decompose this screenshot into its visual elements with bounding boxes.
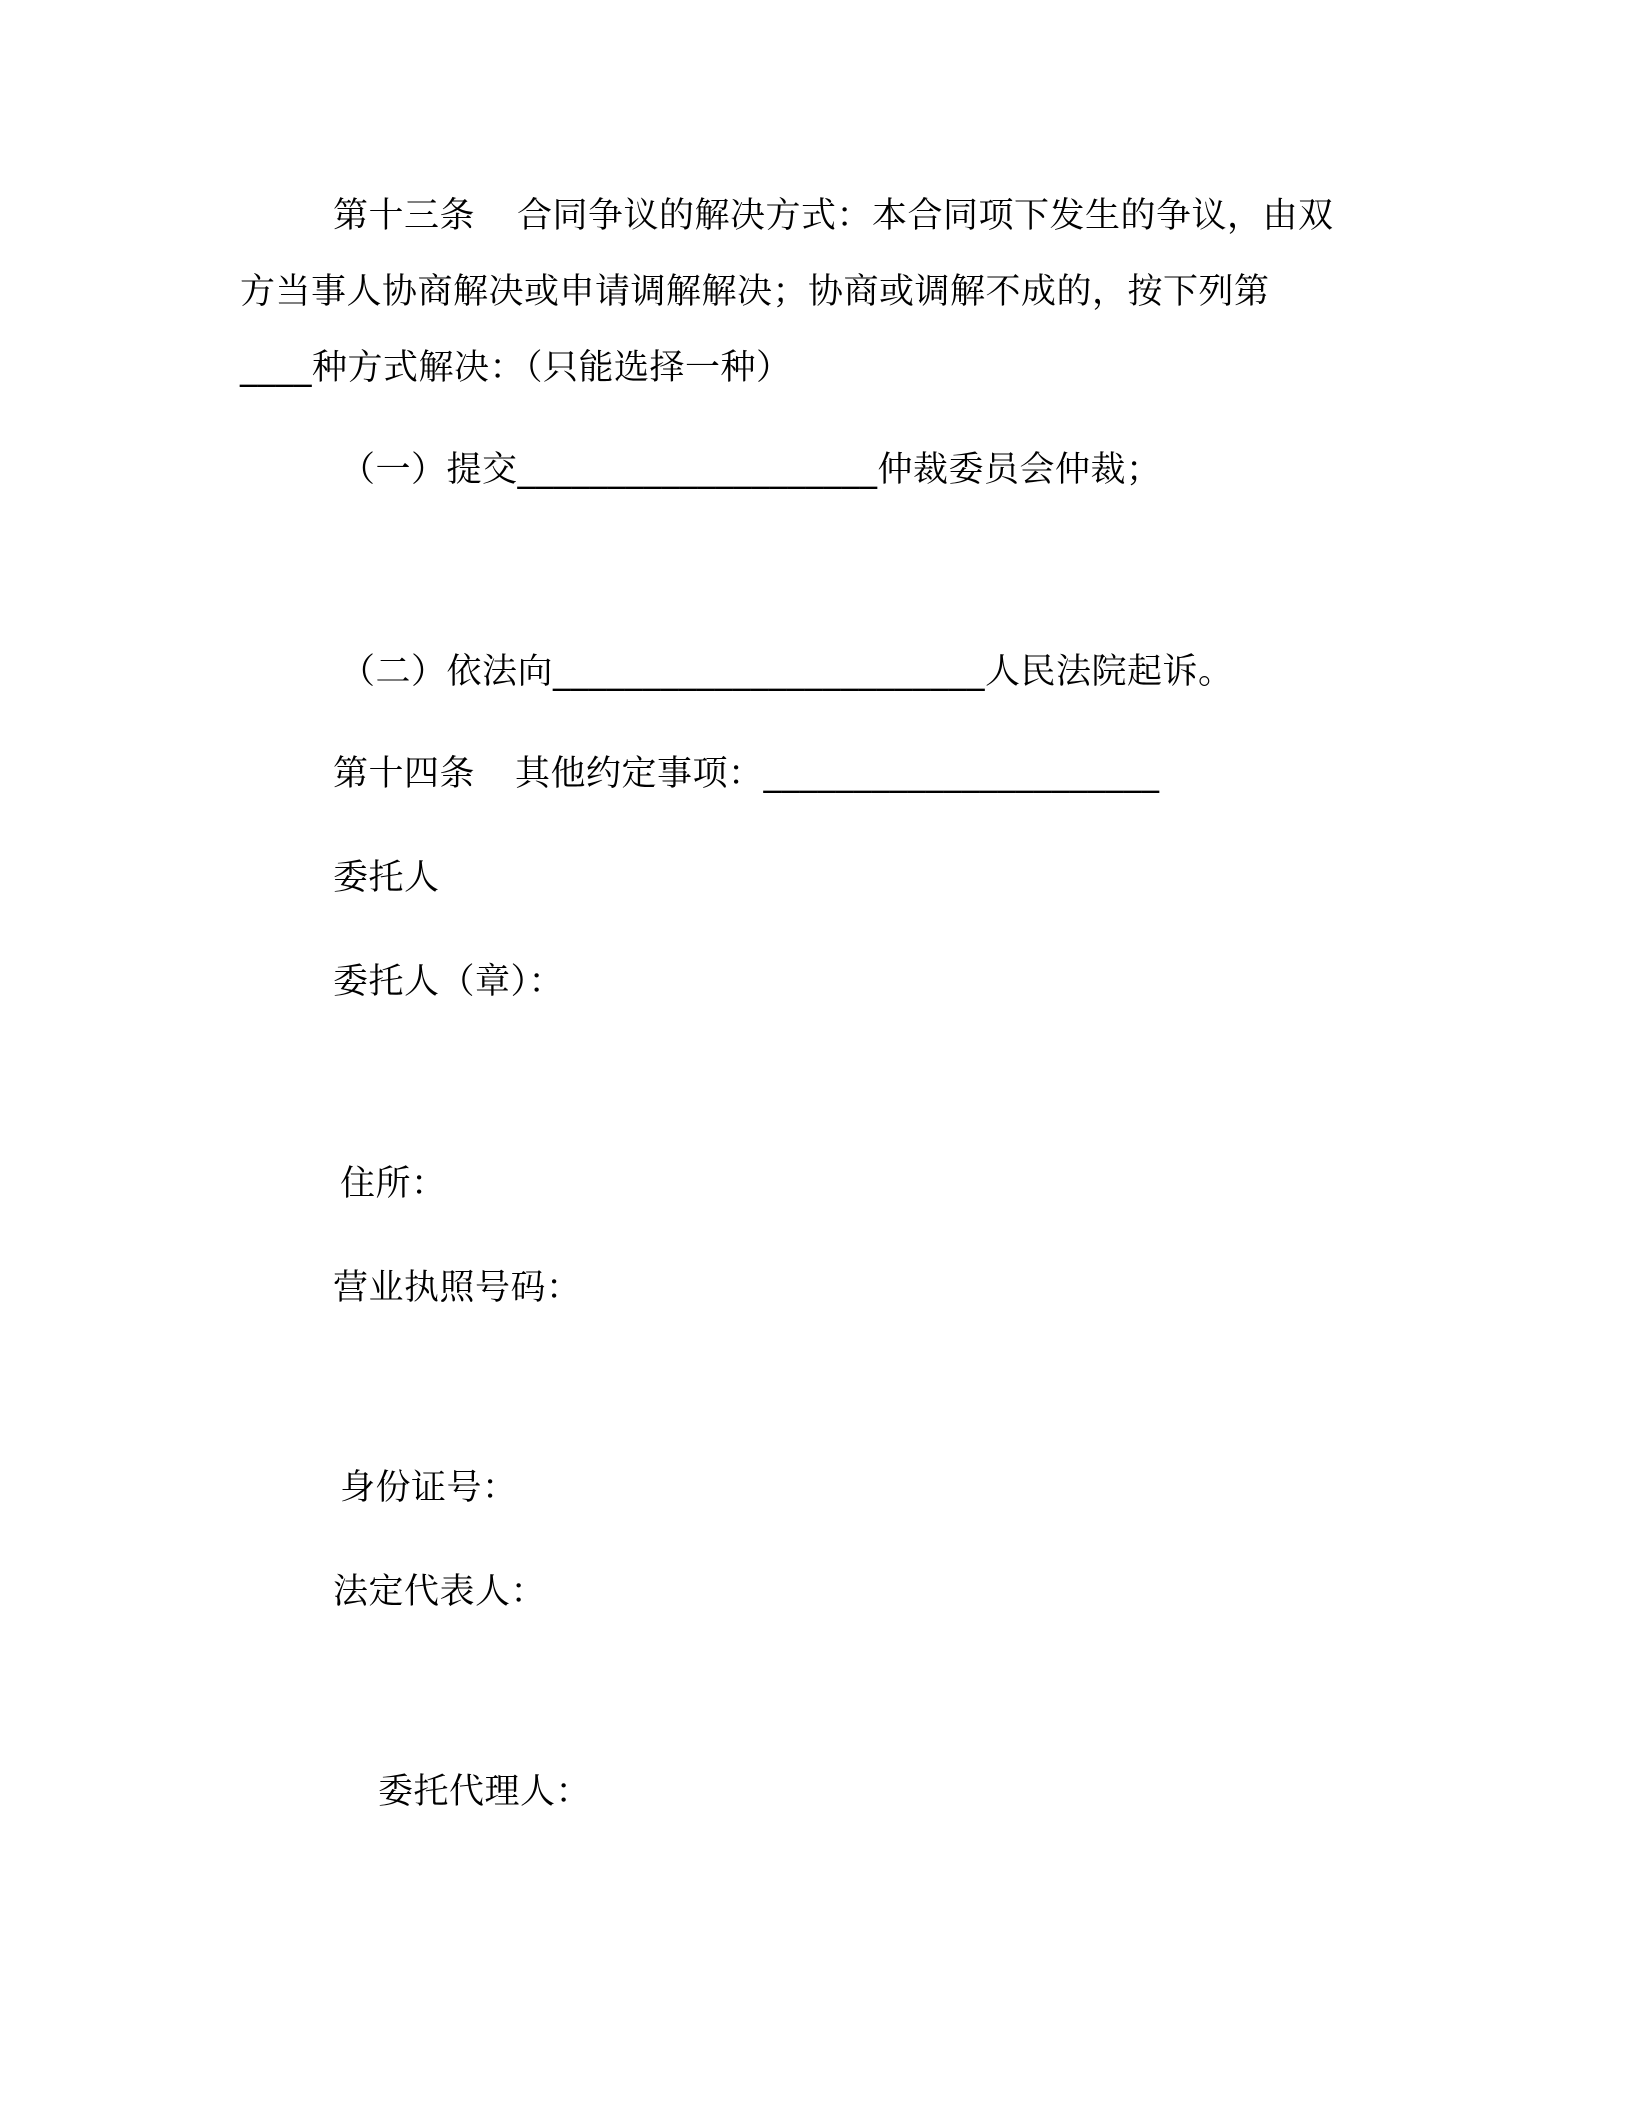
court-name-blank[interactable]: ________________________ (553, 652, 986, 692)
address-label: 住所： (340, 1164, 447, 1204)
id-number-label: 身份证号： (340, 1468, 518, 1508)
option-2-prefix: （二）依法向 (340, 652, 554, 692)
arbitration-commission-blank[interactable]: ____________________ (517, 450, 878, 490)
article-14-heading: 第十四条 (333, 754, 476, 794)
article-14-line (333, 752, 1160, 796)
article-13-text-3: 种方式解决：（只能选择一种） (312, 348, 792, 388)
article-13-heading: 第十三条 (333, 196, 476, 236)
article-13-text-1: 合同争议的解决方式：本合同项下发生的争议，由双 (517, 196, 1334, 236)
authorized-agent-label: 委托代理人： (378, 1772, 592, 1812)
option-1-line (340, 448, 1162, 492)
option-1-suffix: 仲裁委员会仲裁； (877, 450, 1162, 490)
other-matters-blank[interactable]: ______________________ (763, 754, 1160, 794)
article-13-choice-blank[interactable]: ____ (240, 348, 312, 388)
article-14-text: 其他约定事项： (515, 754, 764, 794)
article-13-text-2: 方当事人协商解决或申请调解解决；协商或调解不成的，按下列第 (240, 272, 1270, 312)
option-2-suffix: 人民法院起诉。 (985, 652, 1234, 692)
party-label: 委托人 (333, 858, 440, 898)
legal-representative-label: 法定代表人： (333, 1572, 547, 1612)
article-13-line-3 (240, 346, 792, 390)
article-13-line-1 (333, 194, 1334, 238)
party-seal-label: 委托人（章）： (333, 962, 565, 1002)
option-2-line (340, 650, 1234, 694)
option-1-prefix: （一）提交 (340, 450, 518, 490)
article-13-line-2 (240, 270, 1270, 314)
business-license-label: 营业执照号码： (333, 1268, 582, 1308)
